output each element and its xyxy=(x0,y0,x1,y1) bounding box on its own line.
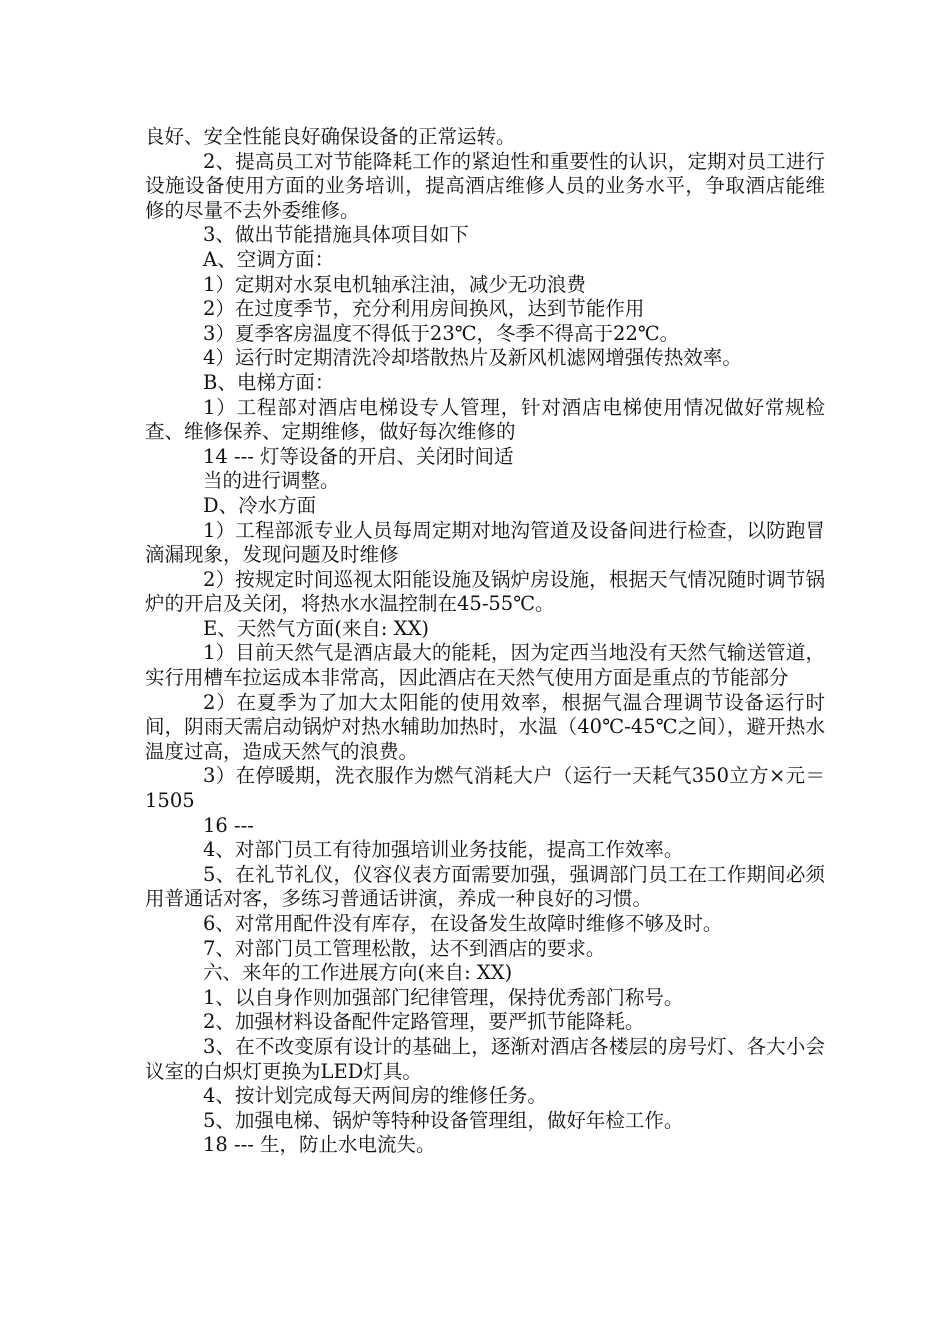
paragraph: 6、对常用配件没有库存，在设备发生故障时维修不够及时。 xyxy=(203,912,723,935)
paragraph: 3、做出节能措施具体项目如下 xyxy=(203,223,469,247)
paragraph: D、冷水方面 xyxy=(203,493,317,517)
section-heading: 六、来年的工作进展方向(来自: XX) xyxy=(203,961,513,985)
paragraph: 良好、安全性能良好确保设备的正常运转。 xyxy=(145,125,516,148)
paragraph: 3）夏季客房温度不得低于23℃，冬季不得高于22℃。 xyxy=(203,321,680,345)
paragraph: 当的进行调整。 xyxy=(203,469,340,493)
paragraph: 5、在礼节礼仪，仪容仪表方面需要加强，强调部门员工在工作期间必须用普通话对客，多练习普通话讲演，养成一种良好的习惯。 xyxy=(145,862,825,911)
paragraph: 2、加强材料设备配件定路管理，要严抓节能降耗。 xyxy=(203,1010,645,1034)
paragraph: 1）目前天然气是酒店最大的能耗，因为定西当地没有天然气输送管道，实行用槽车拉运成本非常高，因此酒店在天然气使用方面是重点的节能部分 xyxy=(145,641,825,690)
page-break-marker: 14 --- 灯等设备的开启、关闭时间适 xyxy=(203,444,514,468)
paragraph: 1）工程部派专业人员每周定期对地沟管道及设备间进行检查，以防跑冒滴漏现象，发现问题及时维修 xyxy=(145,518,825,567)
document-body xyxy=(145,125,825,1158)
paragraph: 5、加强电梯、锅炉等特种设备管理组，做好年检工作。 xyxy=(203,1108,684,1132)
paragraph: 1）工程部对酒店电梯设专人管理，针对酒店电梯使用情况做好常规检查、维修保养、定期维修，做好每次维修的 xyxy=(145,395,825,444)
paragraph: A、空调方面： xyxy=(203,247,335,271)
paragraph: 2）在过度季节，充分利用房间换风，达到节能作用 xyxy=(203,297,645,321)
paragraph: 2）在夏季为了加大太阳能的使用效率，根据气温合理调节设备运行时间，阴雨天需启动锅炉对热水辅助加热时，水温（40℃-45℃之间），避开热水温度过高，造成天然气的浪费。 xyxy=(145,690,825,763)
page-break-marker: 18 --- 生，防止水电流失。 xyxy=(203,1133,436,1157)
paragraph: 4）运行时定期清洗冷却塔散热片及新风机滤网增强传热效率。 xyxy=(203,346,742,370)
paragraph: 3、在不改变原有设计的基础上，逐渐对酒店各楼层的房号灯、各大小会议室的白炽灯更换为LED灯具。 xyxy=(145,1034,825,1083)
paragraph: 4、对部门员工有待加强培训业务技能，提高工作效率。 xyxy=(203,838,684,862)
paragraph: 1、以自身作则加强部门纪律管理，保持优秀部门称号。 xyxy=(203,985,684,1009)
paragraph: 3）在停暖期，洗衣服作为燃气消耗大户（运行一天耗气350立方×元＝1505 xyxy=(145,764,825,813)
paragraph: E、天然气方面(来自: XX) xyxy=(203,616,429,640)
paragraph: B、电梯方面： xyxy=(203,370,335,394)
paragraph: 2）按规定时间巡视太阳能设施及锅炉房设施，根据天气情况随时调节锅炉的开启及关闭，将热水水温控制在45-55℃。 xyxy=(145,567,825,616)
page-break-marker: 16 --- xyxy=(203,813,254,837)
paragraph: 7、对部门员工管理松散，达不到酒店的要求。 xyxy=(203,936,606,960)
paragraph: 1）定期对水泵电机轴承注油，减少无功浪费 xyxy=(203,272,586,296)
paragraph: 2、提高员工对节能降耗工作的紧迫性和重要性的认识，定期对员工进行设施设备使用方面的业务培训，提高酒店维修人员的业务水平，争取酒店能维修的尽量不去外委维修。 xyxy=(145,149,825,222)
paragraph: 4、按计划完成每天两间房的维修任务。 xyxy=(203,1084,547,1108)
